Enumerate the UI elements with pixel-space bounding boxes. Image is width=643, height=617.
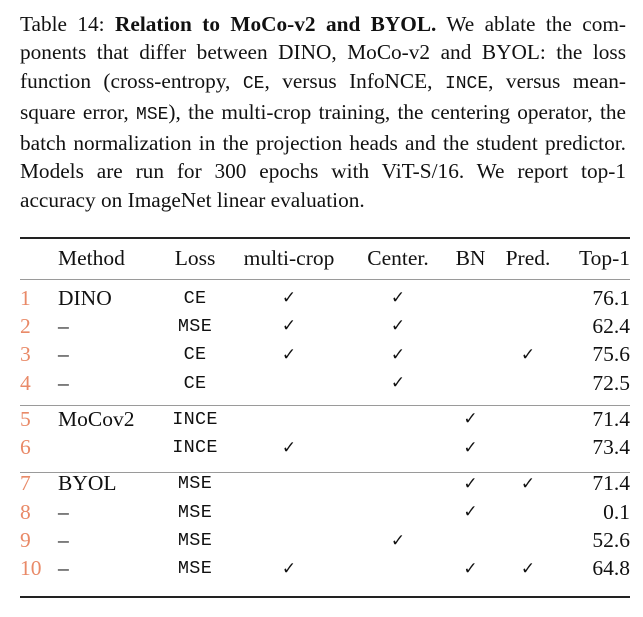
cell-bn: ✓ [463,437,478,458]
cell-num: 1 [20,285,31,310]
cell-multicrop [230,369,348,397]
cell-num: 7 [20,471,31,496]
caption-line4a: square error, [20,99,129,124]
caption-line1: We ablate the com- [446,12,626,36]
cell-pred: ✓ [520,473,536,494]
cell-center [348,498,448,526]
cell-top1: 76.1 [592,285,630,310]
cell-pred [493,405,563,433]
cell-pred [493,526,563,554]
table-row [20,555,630,583]
cell-center [348,433,448,461]
cell-multicrop [230,405,348,433]
cell-pred [493,278,563,312]
cell-loss: CE [183,287,207,309]
cell-multicrop [230,498,348,526]
cell-pred: ✓ [520,558,536,579]
cell-method [58,433,160,461]
cell-multicrop: ✓ [281,437,297,458]
table-row [20,526,630,554]
caption-line2: ponents that differ between DINO, MoCo-v2 and BYOL: the loss [20,40,626,65]
cell-top1: 0.1 [603,499,630,524]
caption-title: Relation to MoCo-v2 and BYOL. [114,12,437,36]
table-body [20,278,630,583]
cell-num: 5 [20,406,31,431]
group-separator [20,462,630,470]
caption-ce-code: CE [242,73,265,94]
cell-center: ✓ [390,530,406,551]
caption-line7: top-1 accuracy on ImageNet linear evaluation. [20,159,627,212]
cell-method: MoCov2 [58,406,135,431]
cell-bn [448,278,493,312]
table-row [20,405,630,433]
cell-pred [493,433,563,461]
cell-method: – [58,556,69,581]
cell-loss: MSE [177,315,213,337]
cell-bn: ✓ [463,558,478,579]
cell-num: 6 [20,435,31,460]
table-row [20,278,630,312]
cell-method: DINO [58,285,112,310]
table-caption [20,10,626,214]
cell-bn [448,312,493,340]
table-row [20,341,630,369]
cell-center [348,555,448,583]
cell-center: ✓ [390,344,406,365]
cell-multicrop [230,470,348,498]
group-separator [20,397,630,405]
header-pred: Pred. [505,245,551,270]
cell-loss: MSE [177,558,213,580]
cell-pred: ✓ [520,344,536,365]
header-method: Method [58,245,125,270]
table-row [20,498,630,526]
cell-bn [448,369,493,397]
cell-top1: 64.8 [592,556,630,581]
header-top1: Top-1 [578,245,630,270]
table-bottom-rule [20,596,630,598]
cell-method: – [58,528,69,553]
cell-multicrop: ✓ [281,344,297,365]
table-row [20,369,630,397]
caption-line6: predictor. Models are run for 300 epochs with ViT-S/16. We report [20,131,626,184]
cell-center: ✓ [390,373,406,394]
cell-num: 3 [20,342,31,367]
cell-method: BYOL [58,471,117,496]
caption-line3a: function (cross-entropy, [20,68,231,93]
table-row [20,470,630,498]
caption-label: Table 14: [20,12,105,36]
cell-multicrop [230,526,348,554]
cell-loss: MSE [177,473,213,495]
header-num [20,238,58,278]
group-separator-cell [20,397,630,405]
cell-bn: ✓ [463,473,478,494]
cell-method: – [58,370,69,395]
cell-top1: 73.4 [592,435,630,460]
cell-bn: ✓ [463,409,478,430]
results-table [20,238,630,583]
cell-method: – [58,499,69,524]
cell-bn: ✓ [463,502,478,523]
cell-pred [493,312,563,340]
header-loss: Loss [174,245,216,270]
caption-line4b: ), the multi-crop training, the centering operator, [168,99,593,124]
cell-center: ✓ [390,288,406,309]
cell-loss: MSE [177,530,213,552]
table-row [20,433,630,461]
cell-method: – [58,342,69,367]
cell-top1: 75.6 [592,342,630,367]
cell-top1: 71.4 [592,406,630,431]
cell-loss: INCE [172,437,218,459]
cell-top1: 72.5 [592,370,630,395]
caption-line5: the batch normalization in the projection heads and the student [20,99,627,156]
cell-multicrop: ✓ [281,316,297,337]
cell-loss: CE [183,372,207,394]
cell-multicrop: ✓ [281,288,297,309]
caption-ince-code: INCE [444,73,489,94]
cell-num: 2 [20,313,31,338]
cell-center: ✓ [390,316,406,337]
table-header-row [20,238,630,278]
cell-center [348,405,448,433]
cell-pred [493,369,563,397]
cell-num: 4 [20,370,31,395]
header-multicrop: multi-crop [243,245,335,270]
cell-num: 8 [20,499,31,524]
cell-num: 9 [20,528,31,553]
group-separator-cell [20,462,630,470]
table-row [20,312,630,340]
header-center: Center. [367,245,429,270]
cell-bn [448,526,493,554]
caption-mse-code: MSE [136,104,169,125]
cell-num: 10 [20,556,42,581]
cell-loss: MSE [177,501,213,523]
cell-loss: INCE [172,408,218,430]
cell-center [348,470,448,498]
cell-top1: 71.4 [592,471,630,496]
caption-line3b: , versus InfoNCE, [264,68,433,93]
cell-bn [448,341,493,369]
cell-pred [493,498,563,526]
cell-multicrop: ✓ [281,558,297,579]
cell-method: – [58,313,69,338]
cell-loss: CE [183,344,207,366]
header-bn: BN [455,245,486,270]
caption-line3c: , versus mean- [488,68,627,93]
cell-top1: 52.6 [592,528,630,553]
cell-top1: 62.4 [592,313,630,338]
